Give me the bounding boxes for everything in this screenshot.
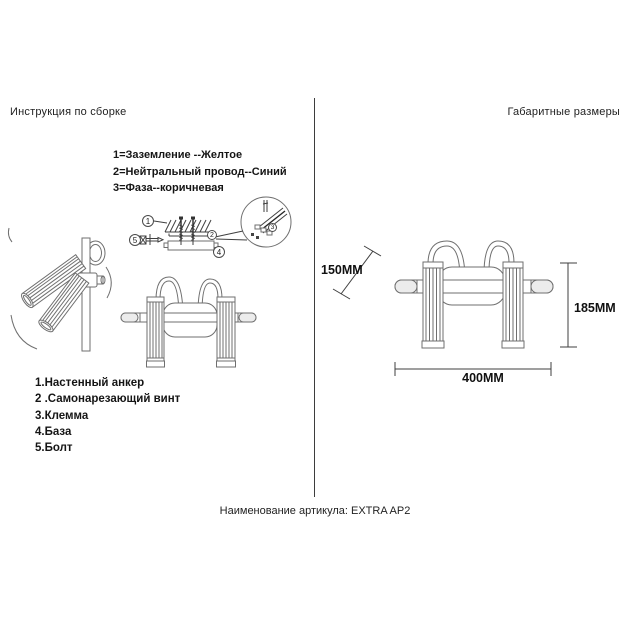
left-shade <box>147 297 165 367</box>
part-base: 4.База <box>35 425 72 438</box>
width-dimension-label: 400MM <box>462 371 504 385</box>
base-plate <box>164 241 218 250</box>
part-bolt: 5.Болт <box>35 442 73 455</box>
callout-4-base: 4 <box>213 246 225 258</box>
front-view-drawing <box>118 262 263 372</box>
legend-line-ground: 1=Заземление --Желтое <box>113 149 243 161</box>
rotation-arc-bottom <box>11 315 37 349</box>
right-panel-title: Габаритные размеры <box>507 106 620 118</box>
callout-2-screw: 2 <box>207 230 217 240</box>
part-wall-anchor: 1.Настенный анкер <box>35 377 145 389</box>
parts-list <box>35 375 180 456</box>
callout-5-bolt: 5 <box>129 234 141 246</box>
height-dimension-label: 185MM <box>574 301 616 315</box>
panel-divider <box>314 98 315 497</box>
screw-right <box>191 217 195 245</box>
bolt-icon <box>140 234 163 245</box>
detail-leader-top <box>215 231 243 237</box>
article-name-label: Наименование артикула: EXTRA AP2 <box>219 505 411 517</box>
perspective-lamp-drawing <box>5 205 120 355</box>
rotation-arc-right <box>106 267 111 298</box>
mounting-strap <box>169 234 209 237</box>
callout-3-terminal: 3 <box>268 223 277 232</box>
left-shade <box>422 262 444 348</box>
legend-line-neutral: 2=Нейтральный провод--Синий <box>113 165 287 178</box>
lamp-bar <box>121 313 256 322</box>
rotation-arc-left <box>8 228 12 242</box>
wall-section <box>165 220 213 232</box>
wiring-detail-circle <box>215 197 291 247</box>
right-shade <box>217 297 236 367</box>
screw-left <box>179 217 183 245</box>
callout-1-wall-anchor: 1 <box>142 215 154 227</box>
left-panel-title: Инструкция по сборке <box>10 106 127 118</box>
depth-dimension-label: 150MM <box>321 263 363 277</box>
legend-line-phase: 3=Фаза--коричневая <box>113 182 224 194</box>
part-self-tapping-screw: 2 .Самонарезающий винт <box>35 393 181 406</box>
right-shade <box>502 262 524 348</box>
wiring-legend <box>113 147 287 197</box>
detail-leader-bottom <box>216 239 247 240</box>
leader-callout-1 <box>154 221 167 223</box>
lamp-bar <box>82 238 90 351</box>
part-terminal: 3.Клемма <box>35 409 89 422</box>
lamp-bar <box>395 280 553 293</box>
